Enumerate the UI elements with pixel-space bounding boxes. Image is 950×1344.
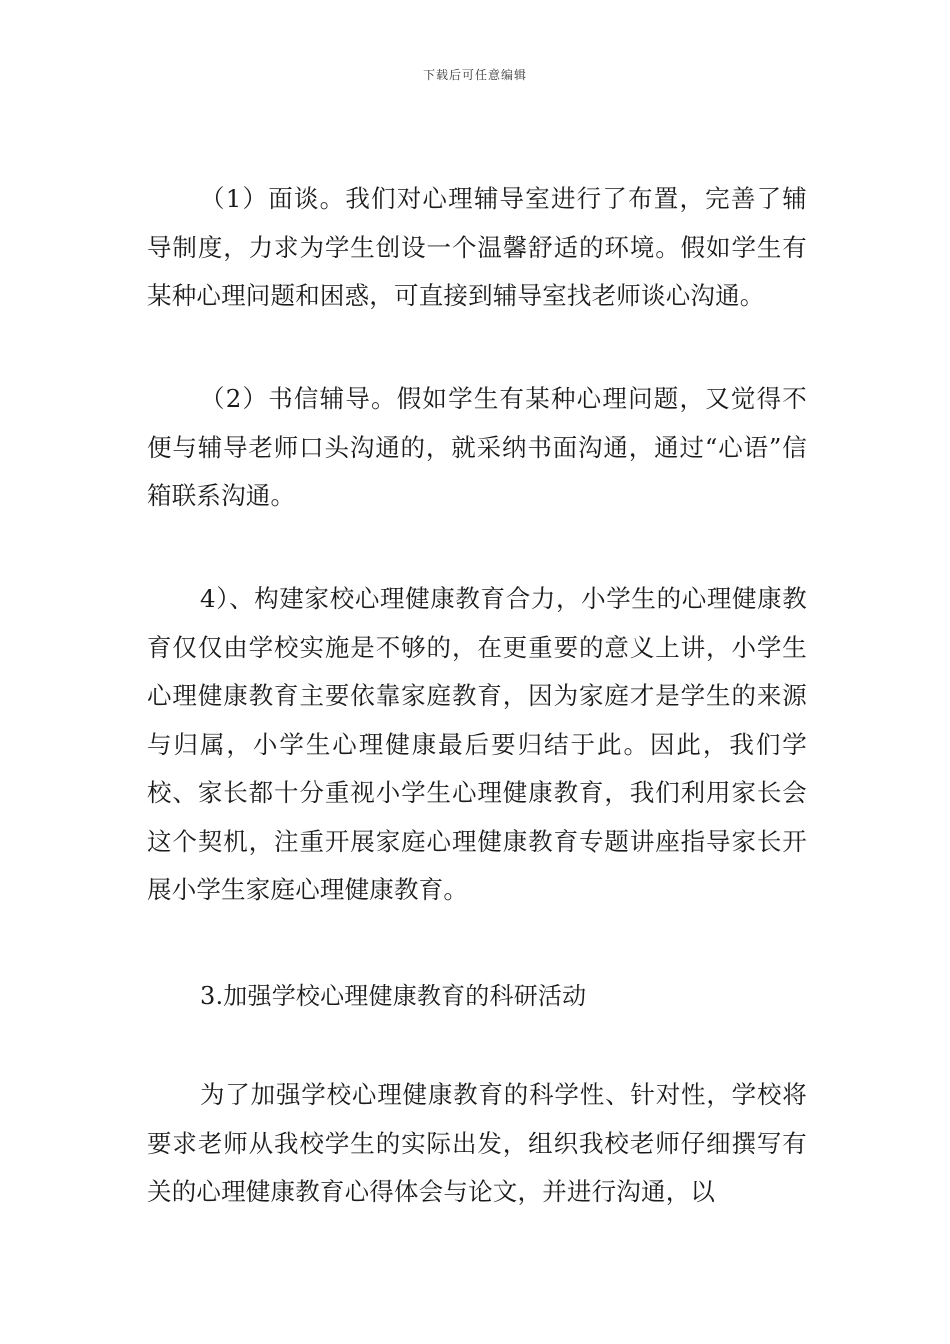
section-heading-research: 3.加强学校心理健康教育的科研活动 [200, 982, 587, 1010]
paragraph-research: 为了加强学校心理健康教育的科学性、针对性，学校将要求老师从我校学生的实际出发，组织我校老师仔细撰写有关的心理健康教育心得体会与论文，并进行沟通，以 [147, 1080, 807, 1206]
page-header-note: 下载后可任意编辑 [422, 68, 527, 82]
paragraph-home-school: 4）、构建家校心理健康教育合力，小学生的心理健康教育仅仅由学校实施是不够的，在更重要的意义上讲，小学生心理健康教育主要依靠家庭教育，因为家庭才是学生的来源与归属，小学生心理健康最后要归结于此。因此，我们学校、家长都十分重视小学生心理健康教育，我们利用家长会这个契机，注重开展家庭心理健康教育专题讲座指导家长开展小学生家庭心理健康教育。 [147, 584, 807, 904]
paragraph-letter-counseling: （2）书信辅导。假如学生有某种心理问题，又觉得不便与辅导老师口头沟通的，就采纳书面沟通，通过“心语”信箱联系沟通。 [147, 384, 807, 510]
paragraph-interview: （1）面谈。我们对心理辅导室进行了布置，完善了辅导制度，力求为学生创设一个温馨舒适的环境。假如学生有某种心理问题和困惑，可直接到辅导室找老师谈心沟通。 [147, 184, 807, 310]
